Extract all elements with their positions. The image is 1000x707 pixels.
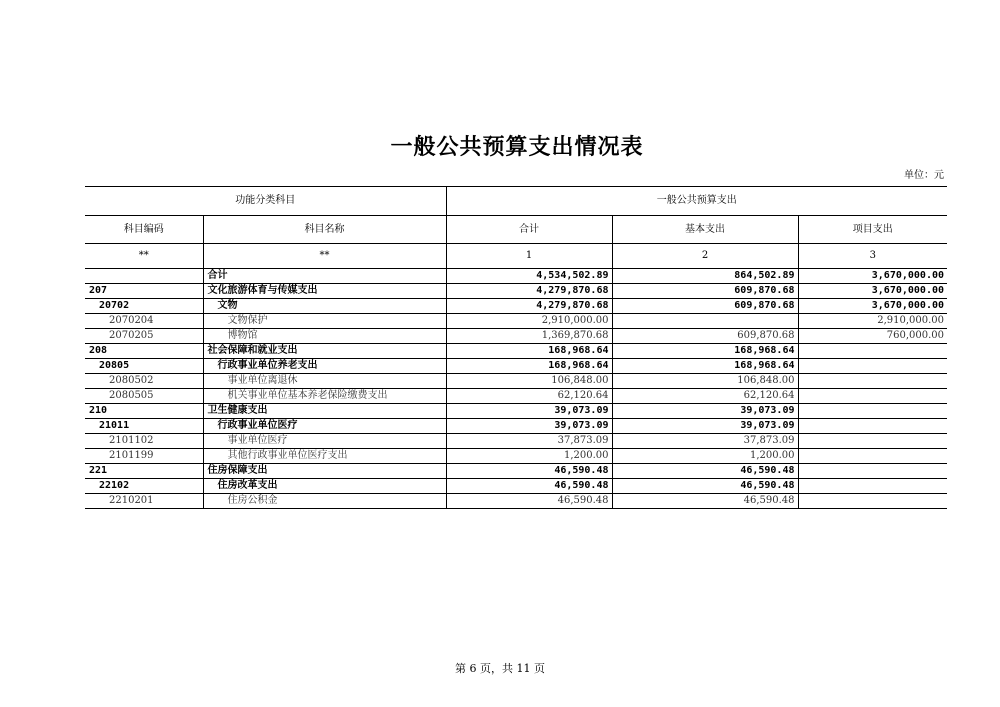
cell-name: 行政事业单位养老支出 [203,359,446,374]
index-total: 1 [446,244,612,269]
cell-project [798,389,947,404]
cell-project [798,464,947,479]
table-row [85,389,947,404]
cell-basic: 609,870.68 [612,299,798,314]
index-basic: 2 [612,244,798,269]
cell-code: 21011 [85,419,203,434]
header-index-row [85,244,947,269]
cell-total: 4,279,870.68 [446,284,612,299]
cell-project: 760,000.00 [798,329,947,344]
cell-name: 机关事业单位基本养老保险缴费支出 [203,389,446,404]
table-row [85,419,947,434]
cell-code: 221 [85,464,203,479]
cell-total: 168,968.64 [446,344,612,359]
cell-code: 208 [85,344,203,359]
cell-project: 2,910,000.00 [798,314,947,329]
cell-project: 3,670,000.00 [798,284,947,299]
cell-name: 文化旅游体育与传媒支出 [203,284,446,299]
cell-project: 3,670,000.00 [798,299,947,314]
header-group-row [85,187,947,216]
cell-total: 1,369,870.68 [446,329,612,344]
table-row [85,479,947,494]
table-row [85,404,947,419]
cell-name: 卫生健康支出 [203,404,446,419]
cell-basic: 1,200.00 [612,449,798,464]
cell-project [798,449,947,464]
cell-code: 2101199 [85,449,203,464]
cell-code: 2070205 [85,329,203,344]
cell-basic: 168,968.64 [612,344,798,359]
cell-project [798,404,947,419]
table-row [85,359,947,374]
table-row [85,374,947,389]
cell-total: 2,910,000.00 [446,314,612,329]
cell-code: 20702 [85,299,203,314]
index-name: ** [203,244,446,269]
cell-basic: 46,590.48 [612,464,798,479]
cell-code: 207 [85,284,203,299]
cell-code: 2210201 [85,494,203,509]
index-project: 3 [798,244,947,269]
header-budget-expenditure: 一般公共预算支出 [446,187,947,216]
cell-basic: 168,968.64 [612,359,798,374]
cell-code: 2080505 [85,389,203,404]
cell-project [798,374,947,389]
table-row [85,449,947,464]
page-footer: 第 6 页，共 11 页 [455,662,545,675]
cell-name: 住房改革支出 [203,479,446,494]
cell-name: 其他行政事业单位医疗支出 [203,449,446,464]
cell-code: 20805 [85,359,203,374]
cell-basic: 864,502.89 [612,269,798,284]
page-title: 一般公共预算支出情况表 [390,134,644,160]
cell-name: 合计 [203,269,446,284]
header-total: 合计 [446,216,612,244]
table-row [85,434,947,449]
cell-total: 4,534,502.89 [446,269,612,284]
cell-project [798,359,947,374]
cell-code: 2070204 [85,314,203,329]
cell-code: 2101102 [85,434,203,449]
table-row [85,329,947,344]
cell-project [798,494,947,509]
table-row [85,269,947,284]
cell-basic: 609,870.68 [612,329,798,344]
table-row [85,314,947,329]
cell-name: 文物保护 [203,314,446,329]
cell-basic: 609,870.68 [612,284,798,299]
table-row [85,494,947,509]
cell-project [798,434,947,449]
cell-basic: 62,120.64 [612,389,798,404]
table-row [85,464,947,479]
cell-total: 39,073.09 [446,419,612,434]
cell-basic: 39,073.09 [612,404,798,419]
cell-basic [612,314,798,329]
table-row [85,299,947,314]
cell-total: 4,279,870.68 [446,299,612,314]
cell-name: 行政事业单位医疗 [203,419,446,434]
cell-total: 62,120.64 [446,389,612,404]
cell-total: 46,590.48 [446,479,612,494]
cell-project [798,479,947,494]
cell-name: 社会保障和就业支出 [203,344,446,359]
cell-basic: 39,073.09 [612,419,798,434]
cell-code: 210 [85,404,203,419]
cell-total: 46,590.48 [446,494,612,509]
index-code: ** [85,244,203,269]
cell-basic: 46,590.48 [612,494,798,509]
cell-code: 2080502 [85,374,203,389]
cell-total: 1,200.00 [446,449,612,464]
header-functional-category: 功能分类科目 [85,187,446,216]
cell-total: 37,873.09 [446,434,612,449]
header-name: 科目名称 [203,216,446,244]
cell-name: 住房公积金 [203,494,446,509]
header-code: 科目编码 [85,216,203,244]
header-project: 项目支出 [798,216,947,244]
cell-name: 事业单位医疗 [203,434,446,449]
cell-name: 住房保障支出 [203,464,446,479]
budget-table-body [85,187,947,509]
cell-name: 文物 [203,299,446,314]
cell-basic: 37,873.09 [612,434,798,449]
cell-code: 22102 [85,479,203,494]
cell-project: 3,670,000.00 [798,269,947,284]
cell-total: 39,073.09 [446,404,612,419]
cell-basic: 46,590.48 [612,479,798,494]
cell-project [798,419,947,434]
cell-project [798,344,947,359]
table-row [85,284,947,299]
cell-name: 博物馆 [203,329,446,344]
header-basic: 基本支出 [612,216,798,244]
cell-total: 106,848.00 [446,374,612,389]
cell-name: 事业单位离退休 [203,374,446,389]
cell-total: 46,590.48 [446,464,612,479]
budget-table [85,186,947,509]
cell-basic: 106,848.00 [612,374,798,389]
table-row [85,344,947,359]
cell-code [85,269,203,284]
cell-total: 168,968.64 [446,359,612,374]
header-column-row [85,216,947,244]
unit-label: 单位：元 [904,170,944,181]
